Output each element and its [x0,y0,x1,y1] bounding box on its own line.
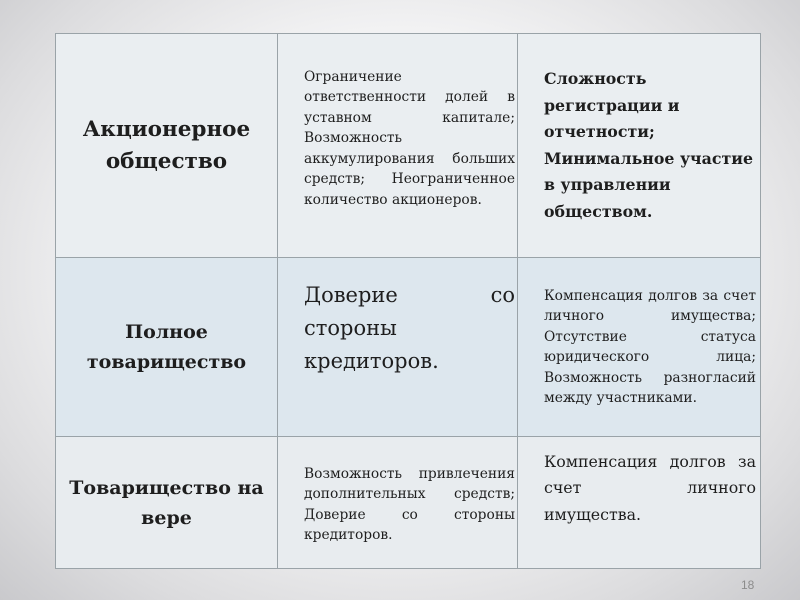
advantages-cell [278,258,518,437]
advantages-text: Ограничение ответственности долей в уставном капитале; Возможность аккумулирования больших средств; Неограниченное количество акционеров. [304,68,515,208]
disadvantages-cell [518,258,761,437]
company-type-label: Полное товарищество [86,321,247,373]
table-row [56,258,761,437]
disadvantages-cell [518,34,761,258]
type-cell [56,437,278,569]
advantages-text: Доверие со стороны кредиторов. [304,282,515,373]
company-type-label: Акционерное общество [82,116,251,174]
advantages-cell [278,437,518,569]
table-row [56,34,761,258]
company-type-label: Товарищество на вере [69,476,264,529]
disadvantages-cell [518,437,761,569]
type-cell [56,258,278,437]
disadvantages-text: Компенсация долгов за счет личного имущества; Отсутствие статуса юридического лица; Возможность разногласий между участниками. [544,287,756,406]
advantages-cell [278,34,518,258]
type-cell [56,34,278,258]
slide-number: 18 [741,578,755,592]
advantages-text: Возможность привлечения дополнительных средств; Доверие со стороны кредиторов. [304,465,515,543]
table-row [56,437,761,569]
comparison-table [55,33,761,569]
disadvantages-text: Сложность регистрации и отчетности; Минимальное участие в управлении обществом. [544,69,754,221]
disadvantages-text: Компенсация долгов за счет личного имущества. [544,451,756,524]
